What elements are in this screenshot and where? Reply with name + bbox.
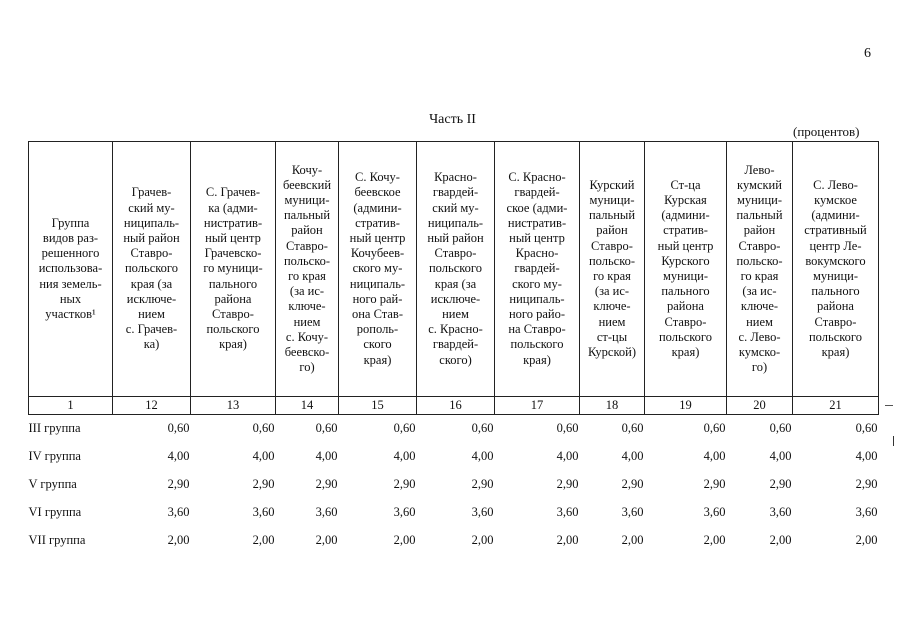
table-cell: 0,60 bbox=[315, 421, 338, 436]
table-cell: 2,00 bbox=[703, 533, 726, 548]
table-cell: 2,90 bbox=[252, 477, 275, 492]
header-cell-1: Группа видов раз- решенного использова- ния земель- ных участков¹ bbox=[29, 142, 113, 397]
table-cell: 2,90 bbox=[471, 477, 494, 492]
table-cell: 3,60 bbox=[315, 505, 338, 520]
table-cell: 0,60 bbox=[252, 421, 275, 436]
tariff-table bbox=[28, 141, 879, 555]
column-number: 13 bbox=[191, 397, 276, 415]
group-label: VII группа bbox=[28, 533, 86, 548]
table-cell: 2,90 bbox=[855, 477, 878, 492]
scan-mark bbox=[885, 405, 893, 406]
table-cell: 4,00 bbox=[556, 449, 579, 464]
column-number: 17 bbox=[495, 397, 580, 415]
column-number: 1 bbox=[29, 397, 113, 415]
header-cell-13: С. Грачев- ка (адми- нистратив- ный центр Грачевско- го муници- пального района Ставро- польского края) bbox=[191, 142, 276, 397]
header-cell-15: С. Кочу- беевское (админи- стратив- ный центр Кочубеев- ского му- ниципаль- ного рай- она Став- рополь- ского края) bbox=[339, 142, 417, 397]
header-cell-18: Курский муници- пальный район Ставро- польско- го края (за ис- ключе- нием ст-цы Курской) bbox=[580, 142, 645, 397]
table-cell: 4,00 bbox=[252, 449, 275, 464]
column-number: 19 bbox=[645, 397, 727, 415]
table-cell: 0,60 bbox=[855, 421, 878, 436]
table-cell: 4,00 bbox=[471, 449, 494, 464]
group-label: IV группа bbox=[28, 449, 81, 464]
part-title: Часть II bbox=[429, 112, 476, 127]
header-cell-12: Грачев- ский му- ниципаль- ный район Ставро- польского края (за исключе- нием с. Грачев- ка) bbox=[113, 142, 191, 397]
table-cell: 2,00 bbox=[252, 533, 275, 548]
column-number: 14 bbox=[276, 397, 339, 415]
table-cell: 2,00 bbox=[471, 533, 494, 548]
table-cell: 4,00 bbox=[769, 449, 792, 464]
table-cell: 3,60 bbox=[769, 505, 792, 520]
table-cell: 3,60 bbox=[393, 505, 416, 520]
table-cell: 4,00 bbox=[315, 449, 338, 464]
table-cell: 0,60 bbox=[703, 421, 726, 436]
table-cell: 3,60 bbox=[252, 505, 275, 520]
header-cell-17: С. Красно- гвардей- ское (адми- нистратив- ный центр Красно- гвардей- ского му- ниципаль- ного райо- на Ставро- польского края) bbox=[495, 142, 580, 397]
table-cell: 2,00 bbox=[855, 533, 878, 548]
table-cell: 0,60 bbox=[621, 421, 644, 436]
header-cell-14: Кочу- беевский муници- пальный район Ставро- польско- го края (за ис- ключе- нием с. Кочу- беевско- го) bbox=[276, 142, 339, 397]
table-row bbox=[29, 443, 879, 471]
table-cell: 0,60 bbox=[471, 421, 494, 436]
table-cell: 3,60 bbox=[703, 505, 726, 520]
table-cell: 4,00 bbox=[167, 449, 190, 464]
table-cell: 2,00 bbox=[167, 533, 190, 548]
table-cell: 3,60 bbox=[167, 505, 190, 520]
table-cell: 3,60 bbox=[621, 505, 644, 520]
scan-mark bbox=[893, 436, 894, 446]
table-row bbox=[29, 527, 879, 555]
group-label: VI группа bbox=[28, 505, 82, 520]
table-cell: 0,60 bbox=[393, 421, 416, 436]
table-cell: 2,90 bbox=[167, 477, 190, 492]
table-cell: 2,00 bbox=[621, 533, 644, 548]
table-cell: 2,90 bbox=[556, 477, 579, 492]
table-cell: 2,00 bbox=[769, 533, 792, 548]
table-cell: 0,60 bbox=[769, 421, 792, 436]
table-cell: 3,60 bbox=[855, 505, 878, 520]
table-cell: 2,00 bbox=[315, 533, 338, 548]
table-cell: 2,90 bbox=[703, 477, 726, 492]
table-row bbox=[29, 471, 879, 499]
header-cell-16: Красно- гвардей- ский му- ниципаль- ный район Ставро- польского края (за исключе- нием с. Красно- гвардей- ского) bbox=[417, 142, 495, 397]
table-cell: 2,90 bbox=[621, 477, 644, 492]
table-cell: 2,90 bbox=[393, 477, 416, 492]
table-cell: 4,00 bbox=[393, 449, 416, 464]
header-cell-19: Ст-ца Курская (админи- стратив- ный центр Курского муници- пального района Ставро- польского края) bbox=[645, 142, 727, 397]
table-cell: 4,00 bbox=[703, 449, 726, 464]
column-number: 12 bbox=[113, 397, 191, 415]
table-cell: 2,00 bbox=[393, 533, 416, 548]
column-number: 18 bbox=[580, 397, 645, 415]
header-cell-20: Лево- кумский муници- пальный район Ставро- польско- го края (за ис- ключе- нием с. Лево- кумско- го) bbox=[727, 142, 793, 397]
column-number: 16 bbox=[417, 397, 495, 415]
table-cell: 2,00 bbox=[556, 533, 579, 548]
group-label: V группа bbox=[28, 477, 77, 492]
table-cell: 2,90 bbox=[769, 477, 792, 492]
header-row bbox=[29, 142, 879, 397]
column-number-row bbox=[29, 397, 879, 415]
table-cell: 3,60 bbox=[471, 505, 494, 520]
unit-note: (процентов) bbox=[793, 124, 860, 139]
group-label: III группа bbox=[28, 421, 81, 436]
table-cell: 0,60 bbox=[556, 421, 579, 436]
table-cell: 4,00 bbox=[621, 449, 644, 464]
header-cell-21: С. Лево- кумское (админи- стративный центр Ле- вокумского муници- пального района Ставро- польского края) bbox=[793, 142, 879, 397]
table-cell: 0,60 bbox=[167, 421, 190, 436]
page-number: 6 bbox=[864, 46, 871, 61]
column-number: 20 bbox=[727, 397, 793, 415]
column-number: 15 bbox=[339, 397, 417, 415]
table-cell: 2,90 bbox=[315, 477, 338, 492]
table-cell: 4,00 bbox=[855, 449, 878, 464]
table-cell: 3,60 bbox=[556, 505, 579, 520]
column-number: 21 bbox=[793, 397, 879, 415]
table-row bbox=[29, 499, 879, 527]
table-row bbox=[29, 415, 879, 444]
